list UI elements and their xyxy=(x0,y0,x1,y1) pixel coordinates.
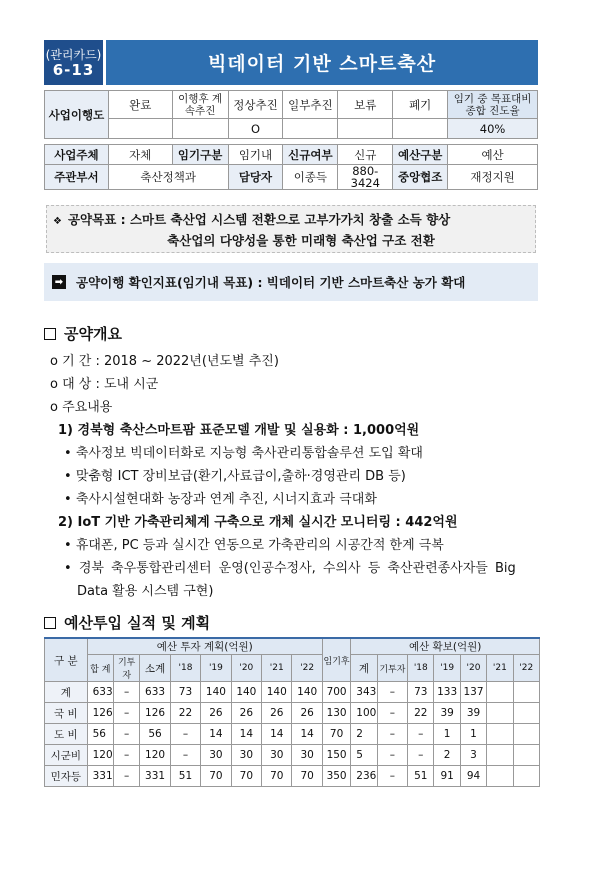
secured-cell: 73 xyxy=(408,682,434,703)
plan-cell: – xyxy=(114,724,140,745)
row-label: 도 비 xyxy=(45,724,88,745)
plan-cell: 331 xyxy=(140,766,170,787)
plan-cell: 14 xyxy=(231,724,261,745)
plan-cell: – xyxy=(170,724,200,745)
secured-cell: – xyxy=(377,682,407,703)
secured-cell xyxy=(487,724,513,745)
secured-col-header: 기투자 xyxy=(377,655,407,682)
after-term-cell: 150 xyxy=(322,745,350,766)
plan-cell: 56 xyxy=(140,724,170,745)
after-term-cell: 70 xyxy=(322,724,350,745)
plan-group-header: 예산 투자 계획(억원) xyxy=(87,638,322,655)
secured-cell: 22 xyxy=(408,703,434,724)
plan-cell: 140 xyxy=(292,682,322,703)
plan-cell: 140 xyxy=(262,682,292,703)
secured-cell: – xyxy=(377,724,407,745)
after-term-cell: 130 xyxy=(322,703,350,724)
list-item-text: 축사정보 빅데이터화로 지능형 축사관리통합솔루션 도입 확대 xyxy=(75,446,423,461)
row-label: 시군비 xyxy=(45,745,88,766)
secured-cell: – xyxy=(377,745,407,766)
secured-col-header: '22 xyxy=(513,655,539,682)
secured-cell xyxy=(513,724,539,745)
list-item: • 맞춤형 ICT 장비보급(환기,사료급이,출하·경영관리 DB 등) xyxy=(64,469,406,484)
dept-value: 축산정책과 xyxy=(108,165,228,190)
secured-cell xyxy=(487,682,513,703)
card-badge xyxy=(44,40,106,85)
status-col-header: 폐기 xyxy=(393,91,448,119)
list-item: • 경북 축우통합관리센터 운영(인공수정사, 수의사 등 축산관련종사자들 Big xyxy=(64,561,516,576)
secured-cell: 3 xyxy=(460,745,486,766)
secured-group-header: 예산 확보(억원) xyxy=(351,638,540,655)
plan-cell: 633 xyxy=(140,682,170,703)
secured-cell: 2 xyxy=(434,745,460,766)
diamond-bullet-icon: ❖ xyxy=(53,216,62,227)
coop-label: 중앙협조 xyxy=(393,165,448,190)
list-item: • 축사정보 빅데이터화로 지능형 축사관리통합솔루션 도입 확대 xyxy=(64,446,423,461)
secured-cell: – xyxy=(377,703,407,724)
plan-cell: 140 xyxy=(231,682,261,703)
plan-cell: 26 xyxy=(262,703,292,724)
plan-cell: 70 xyxy=(231,766,261,787)
plan-cell: 30 xyxy=(292,745,322,766)
secured-col-header: 계 xyxy=(351,655,377,682)
after-term-cell: 350 xyxy=(322,766,350,787)
secured-cell: 91 xyxy=(434,766,460,787)
overview-heading xyxy=(44,323,122,344)
plan-cell: 26 xyxy=(201,703,231,724)
secured-cell: 2 xyxy=(351,724,377,745)
term-value: 임기내 xyxy=(228,145,283,165)
item-1-title: 1) 경북형 축산스마트팜 표준모델 개발 및 실용화 : 1,000억원 xyxy=(58,423,420,438)
secured-col-header: '18 xyxy=(408,655,434,682)
secured-col-header: '19 xyxy=(434,655,460,682)
plan-cell: – xyxy=(114,745,140,766)
coop-value: 재정지원 xyxy=(448,165,538,190)
plan-cell: 126 xyxy=(140,703,170,724)
card-number: 6-13 xyxy=(52,60,95,79)
col-group-label: 구 분 xyxy=(45,638,88,682)
status-col-header: 정상추진 xyxy=(228,91,283,119)
subject-label: 사업주체 xyxy=(45,145,109,165)
budget-title: 예산투입 실적 및 계획 xyxy=(64,614,211,632)
square-bullet-icon xyxy=(44,328,56,340)
plan-cell: 120 xyxy=(87,745,113,766)
secured-cell: 39 xyxy=(434,703,460,724)
plan-cell: 30 xyxy=(262,745,292,766)
table-row xyxy=(45,703,540,724)
plan-col-header: 합 계 xyxy=(87,655,113,682)
list-item: • 휴대폰, PC 등과 실시간 연동으로 가축관리의 시공간적 한계 극복 xyxy=(64,538,444,553)
square-bullet-icon xyxy=(44,617,56,629)
secured-cell: – xyxy=(408,724,434,745)
list-item-continued: Data 활용 시스템 구현) xyxy=(77,584,214,599)
secured-cell: – xyxy=(408,745,434,766)
goal-text-1: 공약목표 : 스마트 축산업 시스템 전환으로 고부가가치 창출 소득 향상 xyxy=(67,212,451,227)
card-label: (관리카드) xyxy=(45,47,102,62)
period-line: o 기 간 : 2018 ~ 2022년(년도별 추진) xyxy=(50,354,279,369)
after-term-cell: 700 xyxy=(322,682,350,703)
plan-cell: 70 xyxy=(262,766,292,787)
list-item-text: 맞춤형 ICT 장비보급(환기,사료급이,출하·경영관리 DB 등) xyxy=(75,469,406,484)
plan-cell: 14 xyxy=(292,724,322,745)
status-mark xyxy=(283,119,338,139)
target-line: o 대 상 : 도내 시군 xyxy=(50,377,159,392)
status-col-header: 완료 xyxy=(108,91,172,119)
list-item-text: 경북 축우통합관리센터 운영(인공수정사, 수의사 등 축산관련종사자들 Big xyxy=(78,561,516,576)
overview-title: 공약개요 xyxy=(64,325,122,343)
plan-cell: 30 xyxy=(201,745,231,766)
plan-cell: 70 xyxy=(292,766,322,787)
term-label: 임기구분 xyxy=(172,145,228,165)
secured-cell xyxy=(487,703,513,724)
plan-col-header: '20 xyxy=(231,655,261,682)
plan-cell: 633 xyxy=(87,682,113,703)
table-row xyxy=(45,724,540,745)
plan-col-header: '22 xyxy=(292,655,322,682)
plan-col-header: '18 xyxy=(170,655,200,682)
plan-cell: – xyxy=(114,682,140,703)
plan-cell: 26 xyxy=(292,703,322,724)
plan-cell: 14 xyxy=(201,724,231,745)
secured-cell xyxy=(487,745,513,766)
plan-cell: 70 xyxy=(201,766,231,787)
plan-cell: 56 xyxy=(87,724,113,745)
goal-box xyxy=(46,205,536,253)
budget-table xyxy=(44,637,540,787)
secured-cell: 343 xyxy=(351,682,377,703)
secured-cell: 1 xyxy=(434,724,460,745)
secured-cell: 100 xyxy=(351,703,377,724)
table-row xyxy=(45,766,540,787)
row-label: 국 비 xyxy=(45,703,88,724)
table-row xyxy=(45,745,540,766)
secured-cell: 236 xyxy=(351,766,377,787)
table-row xyxy=(45,682,540,703)
secured-cell: 51 xyxy=(408,766,434,787)
plan-cell: 14 xyxy=(262,724,292,745)
plan-cell: 73 xyxy=(170,682,200,703)
plan-cell: – xyxy=(170,745,200,766)
budget-type-label: 예산구분 xyxy=(393,145,448,165)
plan-col-header: '19 xyxy=(201,655,231,682)
budget-type-value: 예산 xyxy=(448,145,538,165)
phone-value: 880-3424 xyxy=(338,165,393,190)
row-label: 민자등 xyxy=(45,766,88,787)
status-col-header: 일부추진 xyxy=(283,91,338,119)
card-header xyxy=(44,40,538,85)
list-item-text: 휴대폰, PC 등과 실시간 연동으로 가축관리의 시공간적 한계 극복 xyxy=(75,538,444,553)
status-col-header: 임기 중 목표대비 종합 진도율 xyxy=(448,91,538,119)
plan-cell: 126 xyxy=(87,703,113,724)
list-item: • 축사시설현대화 농장과 연계 추진, 시너지효과 극대화 xyxy=(64,492,377,507)
secured-cell: 133 xyxy=(434,682,460,703)
person-value: 이종득 xyxy=(283,165,338,190)
secured-cell xyxy=(487,766,513,787)
secured-cell: 5 xyxy=(351,745,377,766)
page-title: 빅데이터 기반 스마트축산 xyxy=(106,40,538,85)
status-table xyxy=(44,90,538,190)
secured-cell: 137 xyxy=(460,682,486,703)
secured-col-header: '21 xyxy=(487,655,513,682)
secured-cell: 39 xyxy=(460,703,486,724)
plan-cell: – xyxy=(114,703,140,724)
plan-col-header: 소계 xyxy=(140,655,170,682)
after-term-header: 임기후 xyxy=(322,638,350,682)
kpi-bar xyxy=(44,263,538,301)
arrow-right-icon: ➡ xyxy=(52,275,66,289)
status-mark: O xyxy=(228,119,283,139)
dept-label: 주관부서 xyxy=(45,165,109,190)
secured-cell xyxy=(513,682,539,703)
list-item-text: 축사시설현대화 농장과 연계 추진, 시너지효과 극대화 xyxy=(75,492,377,507)
plan-cell: 26 xyxy=(231,703,261,724)
person-label: 담당자 xyxy=(228,165,283,190)
status-mark xyxy=(108,119,172,139)
kpi-text: 공약이행 확인지표(임기내 목표) : 빅데이터 기반 스마트축산 농가 확대 xyxy=(76,275,466,290)
status-row-label: 사업이행도 xyxy=(45,91,109,139)
secured-cell xyxy=(513,703,539,724)
goal-text-2: 축산업의 다양성을 통한 미래형 축산업 구조 전환 xyxy=(167,233,435,248)
content-label: o 주요내용 xyxy=(50,400,113,415)
plan-col-header: 기투자 xyxy=(114,655,140,682)
status-mark xyxy=(172,119,228,139)
secured-col-header: '20 xyxy=(460,655,486,682)
status-mark xyxy=(338,119,393,139)
new-value: 신규 xyxy=(338,145,393,165)
secured-cell: 1 xyxy=(460,724,486,745)
goal-line-1 xyxy=(47,210,535,231)
budget-heading xyxy=(44,612,210,633)
plan-cell: 51 xyxy=(170,766,200,787)
plan-cell: 22 xyxy=(170,703,200,724)
secured-cell xyxy=(513,766,539,787)
plan-cell: – xyxy=(114,766,140,787)
subject-value: 자체 xyxy=(108,145,172,165)
plan-cell: 30 xyxy=(231,745,261,766)
plan-cell: 120 xyxy=(140,745,170,766)
plan-cell: 331 xyxy=(87,766,113,787)
plan-cell: 140 xyxy=(201,682,231,703)
secured-cell: – xyxy=(377,766,407,787)
progress-rate: 40% xyxy=(448,119,538,139)
status-mark xyxy=(393,119,448,139)
status-col-header: 보류 xyxy=(338,91,393,119)
plan-col-header: '21 xyxy=(262,655,292,682)
item-2-title: 2) IoT 기반 가축관리체계 구축으로 개체 실시간 모니터링 : 442억원 xyxy=(58,515,458,530)
row-label: 계 xyxy=(45,682,88,703)
secured-cell xyxy=(513,745,539,766)
status-col-header: 이행후 계속추진 xyxy=(172,91,228,119)
secured-cell: 94 xyxy=(460,766,486,787)
new-label: 신규여부 xyxy=(283,145,338,165)
